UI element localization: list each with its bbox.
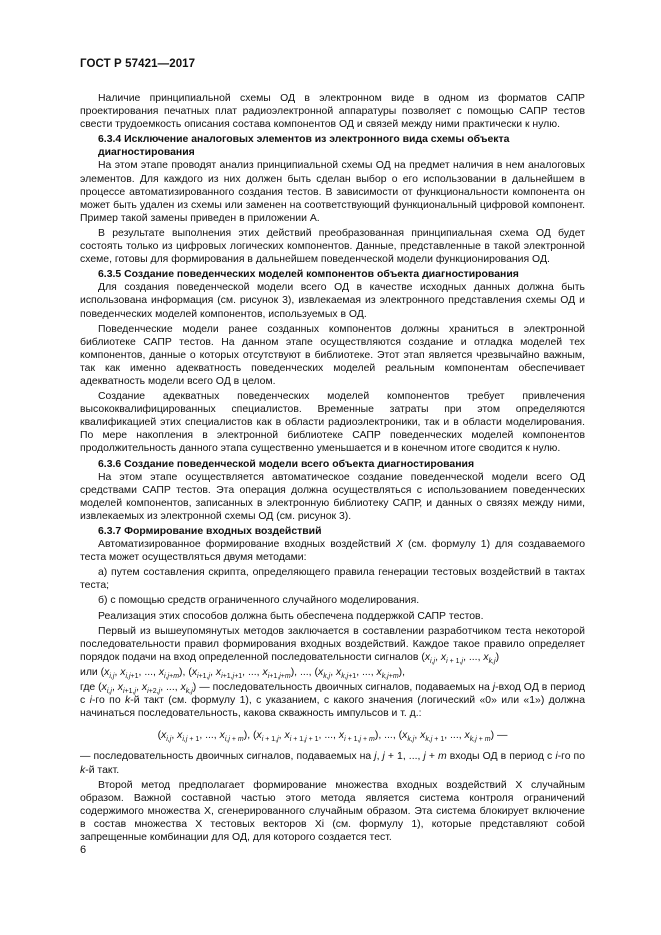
formula-line-or <box>80 666 585 679</box>
paragraph-6-3-7-1 <box>80 538 585 564</box>
paragraph-where: где ($x_{i,j}$, $x_{i+1,j}$, $x_{i+2,j}$, ..., $x_{k,j}$) — последовательность двоичных сигналов, подаваемых на j-вход ОД в период с i-го по k-й такт (см. формулу 1), с указанием, с какого значения (логический «0» или «1») должна начинаться последовательность, какова скважность импульсов и т. д.: <box>80 682 585 720</box>
paragraph-6-3-5-3: Создание адекватных поведенческих моделей компонентов требует привлечения высококвалифицированных специалистов. Временные затраты при этом определяются квалификацией этих специалистов как в области радиоэлектроники, так и в области моделирования. По мере накопления в электронной библиотеке САПР поведенческих моделей компонентов продолжительность данного этапа существенно уменьшается и в конечном итоге сводится к нулю. <box>80 391 585 455</box>
variable-x: X <box>395 539 403 551</box>
page-number: 6 <box>80 844 87 856</box>
paragraph-6-3-7-2: Реализация этих способов должна быть обеспечена поддержкой САПР тестов. <box>98 610 484 622</box>
formula-block: ($x_{i,j}$, $x_{i,j + 1}$, ..., $x_{i,j + m}$), ($x_{i + 1,j}$, $x_{i + 1,j + 1}$, ..., $x_{i + 1,j + m}$), ..., ($x_{k,j}$, $x_{k,j + 1}$, ..., $x_{k,j + m}$) — <box>157 730 508 744</box>
text-part: й такт (см. формулу 1), с указанием, с какого значения (логический «0» или «1») должна начинаться последовательность, какова скважность импульсов и т. д.: <box>80 695 585 720</box>
word-where: где <box>80 682 96 694</box>
text-part: входы ОД в период с <box>449 751 553 763</box>
text-part: Автоматизированное формирование входных воздействий <box>98 539 391 551</box>
word-or: или <box>80 666 98 678</box>
text-part: Первый из вышеупомянутых методов заключается в составлении разработчиком теста некоторой последовательности правил формирования входных воздействий. Каждое такое правило определяет порядок подачи на вход определенной последовательности сигналов <box>80 625 585 663</box>
text-part: го по <box>561 751 586 763</box>
heading-6-3-7: 6.3.7 Формирование входных воздействий <box>98 526 322 537</box>
document-body <box>80 92 585 846</box>
formula-inline: ($x_{i,j}$, $x_{i,j+1}$, ..., $x_{i,j+m}$), ($x_{i+1,j}$, $x_{i+1,j+1}$, ..., $x_{i+1,j+m}$), ..., ($x_{k,j}$, $x_{k,j+1}$, ..., $x_{k,j+m}$), <box>100 666 406 680</box>
paragraph-formula-explanation: — последовательность двоичных сигналов, подаваемых на j, j + 1, ..., j + m входы ОД в период с i-го по k-й такт. <box>80 751 586 776</box>
paragraph-6-3-7-3 <box>80 625 585 664</box>
text-part: вход ОД в период с <box>80 682 585 707</box>
text-part: (см. формулу 1) для создаваемого теста может осуществляться двумя методами: <box>80 539 585 564</box>
heading-6-3-4: 6.3.4 Исключение аналоговых элементов из электронного вида схемы объекта диагностирования <box>98 134 510 159</box>
paragraph-6-3-7-6: Второй метод предполагает формирование множества входных воздействий X случайным образом. Важной составной частью этого метода является система контроля ограничений содержимого множества X, сгенерированного случайным образом. Эта система блокирует включение в состав множества X тестовых векторов Xi (см. формулу 1), которые представляют собой запрещенные комбинации для ОД, для которого создается тест. <box>80 779 585 843</box>
list-item-b: б) с помощью средств ограниченного случайного моделирования. <box>98 595 420 607</box>
paragraph-intro: Наличие принципиальной схемы ОД в электронном виде в одном из форматов САПР проектирования печатных плат радиоэлектронной аппаратуры позволяет с помощью САПР тестов свести трудоемкость описания состава компонентов ОД и связей между ними практически к нулю. <box>80 93 585 131</box>
paragraph-6-3-5-2: Поведенческие модели ранее созданных компонентов должны храниться в электронной библиотеке САПР тестов. На данном этапе осуществляются создание и отладка моделей тех компонентов, данные о которых отсутствуют в библиотеке. Этот этап является чрезвычайно важным, так как именно адекватность поведенческих моделей реальным компонентам обеспечивает адекватность модели всего ОД в целом. <box>80 323 585 387</box>
text-part: — последовательность двоичных сигналов, подаваемых на <box>199 682 490 694</box>
paragraph-6-3-4-2: В результате выполнения этих действий преобразованная принципиальная схема ОД будет состоять только из цифровых логических компонентов. Данные, представленные в такой электронной схеме, готовы для формирования в дальнейшем поведенческой модели функционирования ОД. <box>80 227 585 266</box>
paragraph-6-3-6-1: На этом этапе осуществляется автоматическое создание поведенческой модели всего ОД средствами САПР тестов. Эта операция должна осуществляться с использованием поведенческих моделей компонентов, записанных в электронную библиотеку САПР, и данных о связях между ними, извлекаемых из электронной схемы ОД (см. рисунок 3). <box>80 471 585 522</box>
formula-inline: ($x_{i,j}$, $x_{i + 1,j}$, ..., $x_{k,j}$) <box>421 651 500 665</box>
heading-6-3-6: 6.3.6 Создание поведенческой модели всего объекта диагностирования <box>98 458 475 470</box>
list-item-a: а) путем составления скрипта, определяющего правила генерации тестовых воздействий в тактах теста; <box>80 567 585 592</box>
text-part: — последовательность двоичных сигналов, подаваемых на <box>80 751 372 763</box>
text-part: й такт. <box>88 764 120 776</box>
standard-header: ГОСТ Р 57421—2017 <box>80 58 196 70</box>
paragraph-6-3-4-1: На этом этапе проводят анализ принципиальной схемы ОД на предмет наличия в нем аналоговых элементов. Для каждого из них должен быть сделан выбор о его использовании в дальнейшем в процессе автоматизированного создания тестов. В зависимости от функциональности компонента он может быть удален из схемы или заменен на соответствующий функциональный цифровой компонент. Пример такой замены приведен в приложении А. <box>80 160 585 224</box>
paragraph-6-3-5-1: Для создания поведенческой модели всего ОД в качестве исходных данных должна быть использована информация (см. рисунок 3), извлекаемая из электронного представления схемы ОД и поведенческих моделей компонентов, используемых в ОД. <box>80 282 585 320</box>
formula-inline: ($x_{i,j}$, $x_{i+1,j}$, $x_{i+2,j}$, ..., $x_{k,j}$) <box>98 682 197 696</box>
text-part: го по <box>95 695 121 707</box>
heading-6-3-5: 6.3.5 Создание поведенческих моделей компонентов объекта диагностирования <box>98 269 519 281</box>
